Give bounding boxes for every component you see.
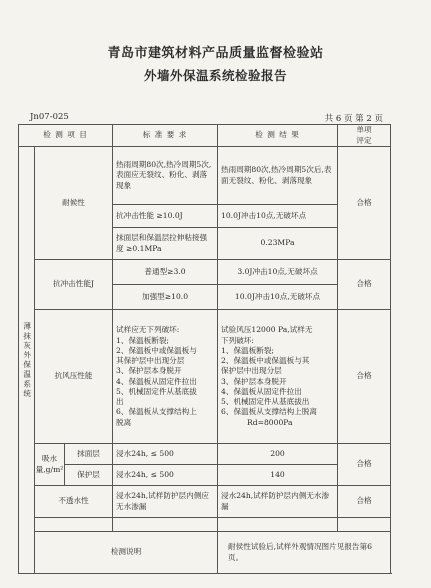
wind-std-line: 出 (116, 397, 124, 406)
document-number: Jn07-025 (30, 112, 69, 122)
table-row (19, 260, 391, 285)
wind-std-line: 1、保温板断裂; (116, 335, 169, 345)
wind-res-line: 5、机械固定件从基底拔出 (221, 397, 310, 406)
wind-res-line: 试验风压12000 Pa,试样无 (221, 325, 313, 335)
table-row (19, 147, 391, 205)
wind-res-line: 4、保温板从固定件拉出 (221, 386, 302, 396)
water-res-1: 200 (218, 444, 338, 465)
note-label: 检测说明 (35, 532, 218, 574)
table-row (19, 486, 391, 518)
water-res-2: 140 (218, 465, 338, 486)
table-row (19, 465, 391, 486)
impact-res-1: 3.0J冲击10点,无破坏点 (218, 260, 338, 285)
item-weather: 耐候性 (35, 147, 113, 260)
weather-res-3: 0.23MPa (218, 228, 338, 260)
wind-res-rd: Rd=8000Pa (247, 417, 293, 427)
table-row (19, 310, 391, 444)
wind-std (113, 310, 218, 444)
header-row (19, 125, 391, 147)
table-row (19, 444, 391, 465)
wind-res (218, 310, 338, 444)
water-sub-1: 抹面层 (65, 444, 113, 465)
wind-res-line: 2、保温板中或保温板与其 (221, 356, 310, 365)
report-title: 外墙外保温系统检验报告 (143, 68, 287, 83)
weather-std-3: 抹面层和保温层拉伸粘接强度 ≥0.1MPa (113, 228, 218, 260)
impermeability-std: 浸水24h,试样防护层内侧应无水渗漏 (113, 486, 218, 518)
wind-res-line: 1、保温板断裂; (221, 345, 274, 355)
weather-std-1: 热雨周期80次,热冷周期5次,表面应无裂纹、粉化、剥落现象 (113, 147, 218, 205)
table-row-spacer (19, 518, 391, 532)
item-wind: 抗风压性能 (35, 310, 113, 444)
org-name: 青岛市建筑材料产品质量监督检验站 (107, 46, 324, 61)
wind-res-line: 3、保护层本身脱开 (221, 376, 287, 386)
impermeability-judge: 合格 (338, 486, 391, 518)
wind-std-line: 试样应无下列破坏: (116, 325, 180, 335)
weather-res-2: 10.0J冲击10点,无破坏点 (218, 205, 338, 228)
item-impact: 抗冲击性能J (35, 260, 113, 310)
wind-std-line: 4、保温板从固定件拉出 (116, 376, 197, 386)
note-text: 耐侯性试验后,试样外观情况图片见报告第6页。 (218, 532, 391, 574)
wind-res-line: 6、保温板从支撑结构上脱离 (221, 407, 317, 417)
weather-std-2: 抗冲击性能 ≥10.0J (113, 205, 218, 228)
col-header-judgement: 单项 评定 (338, 125, 391, 147)
item-water-absorption: 吸水量,g/m² (35, 444, 65, 486)
wind-std-line: 3、保护层本身脱开 (116, 366, 182, 376)
test-report-table (18, 124, 391, 574)
wind-std-line: 6、保温板从支撑结构上 (116, 407, 197, 417)
water-sub-2: 保护层 (65, 465, 113, 486)
wind-std-line: 5、机械固定件从基底拔 (116, 386, 197, 396)
water-std-1: 浸水24h, ≤ 500 (113, 444, 218, 465)
wind-std-line: 其保护层中出现分层 (116, 356, 185, 365)
impact-judge: 合格 (338, 260, 391, 310)
impact-res-2: 10.0J冲击10点,无破坏点 (218, 285, 338, 310)
impact-std-1: 普通型≥3.0 (113, 260, 218, 285)
col-header-standard: 标 准 要 求 (113, 125, 218, 147)
wind-std-line: 脱离 (116, 417, 132, 427)
water-std-2: 浸水24h, ≤ 500 (113, 465, 218, 486)
item-impermeability: 不透水性 (35, 486, 113, 518)
table-row (19, 532, 391, 574)
system-label: 薄抹灰外保温系统 (19, 147, 35, 574)
wind-judge: 合格 (338, 310, 391, 444)
wind-res-line: 下列破坏: (221, 335, 254, 345)
wind-std-line: 2、保温板中或保温板与 (116, 345, 197, 355)
weather-res-1: 热雨周期80次,热冷周期5次后,表面无裂纹、粉化、剥落现象 (218, 147, 338, 205)
col-header-item: 检 测 项 目 (19, 125, 113, 147)
weather-judge: 合格 (338, 147, 391, 260)
wind-res-line: 保护层中出现分层 (221, 366, 282, 376)
impermeability-res: 浸水24h,试样防护层内侧无水渗漏 (218, 486, 338, 518)
water-judge: 合格 (338, 444, 391, 486)
impact-std-2: 加强型≥10.0 (113, 285, 218, 310)
page-info: 共 6 页 第 2 页 (324, 114, 383, 124)
col-header-result: 检 测 结 果 (218, 125, 338, 147)
